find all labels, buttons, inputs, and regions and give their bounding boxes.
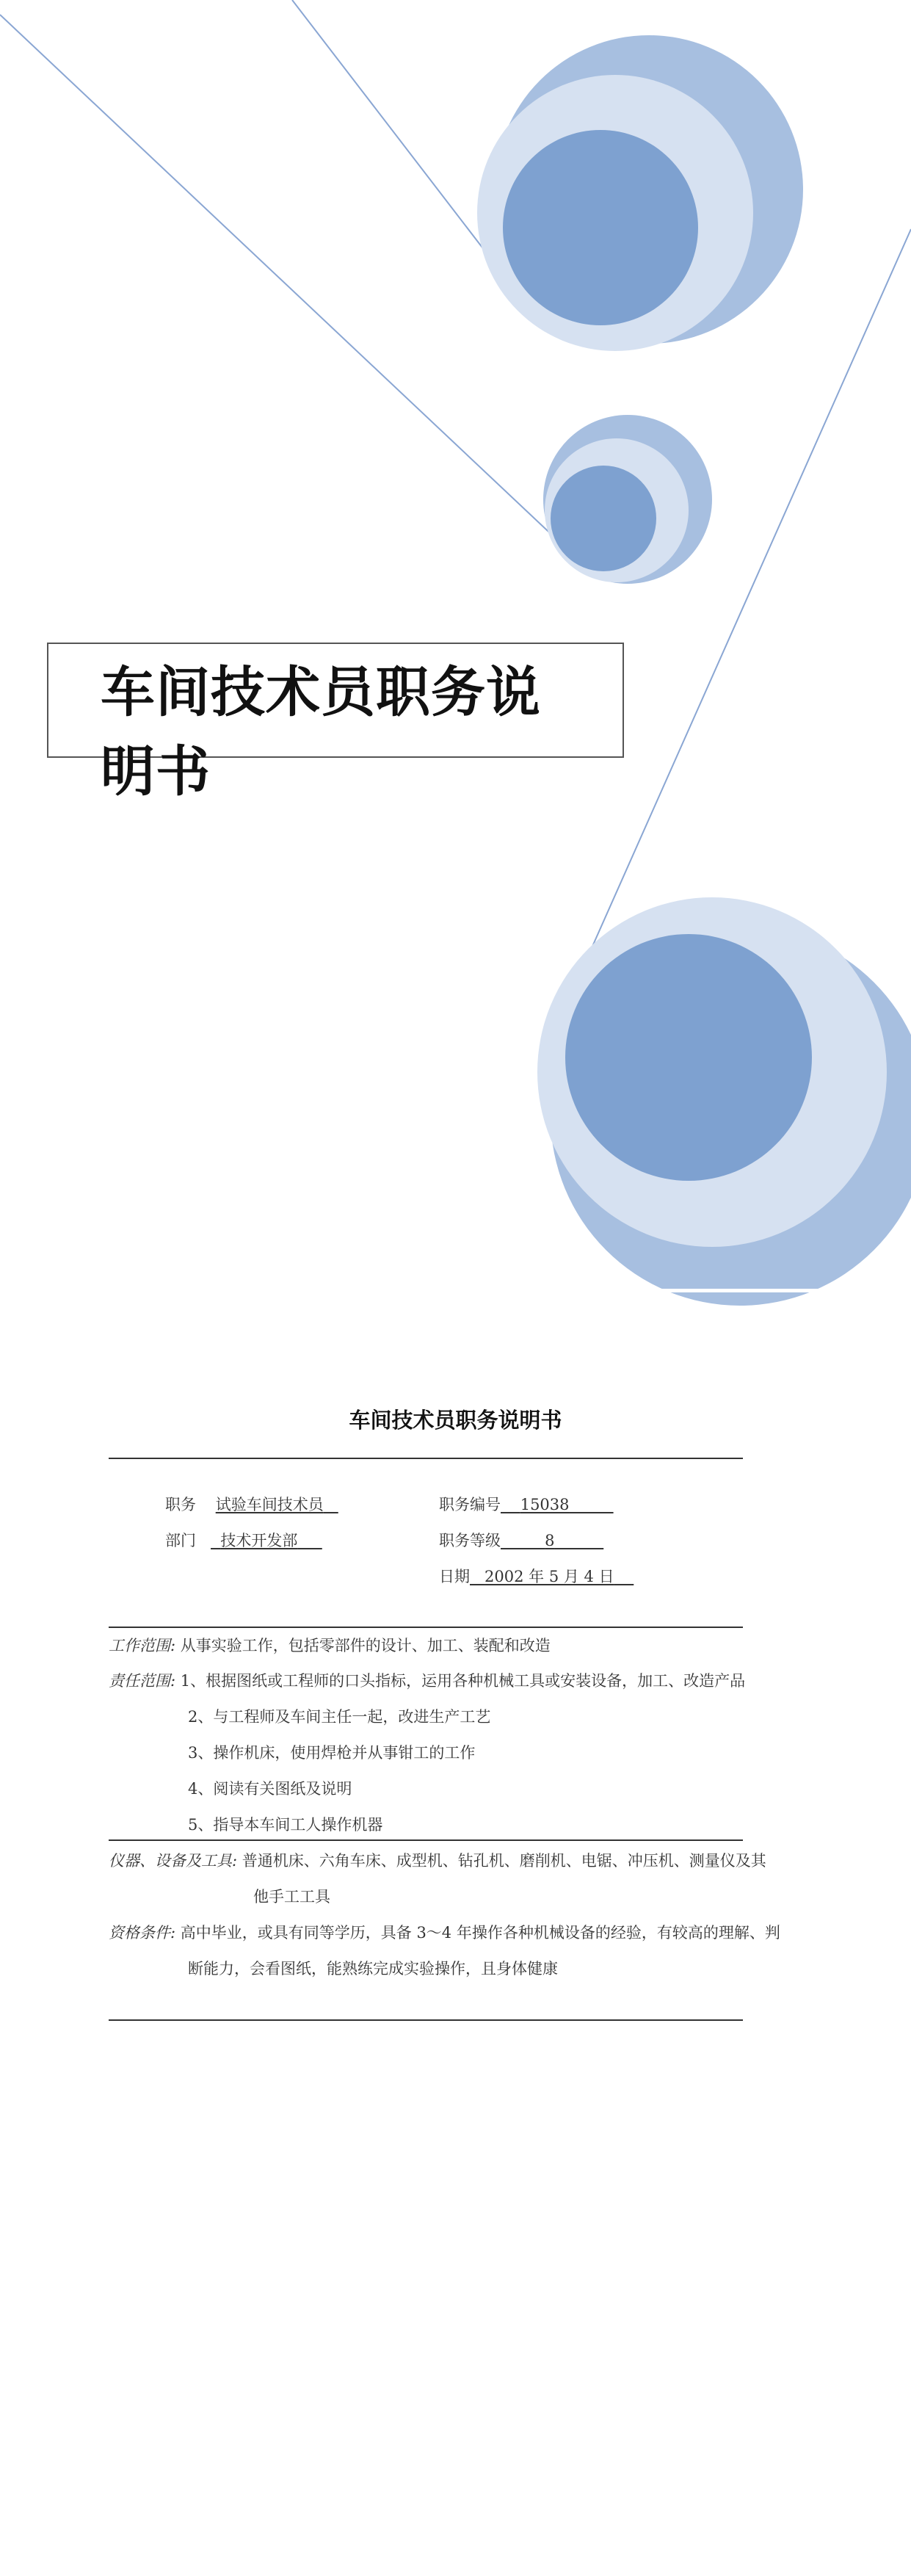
qualifications-text: 高中毕业，或具有同等学历，具备 3～4 年操作各种机械设备的经验，有较高的理解、判 xyxy=(180,1924,780,1942)
responsibility-item: 2、与工程师及车间主任一起，改进生产工艺 xyxy=(188,1708,491,1726)
divider xyxy=(109,1627,743,1628)
qualifications-text-continued: 断能力，会看图纸，能熟练完成实验操作，且身体健康 xyxy=(188,1960,558,1978)
date-field: 日期 2002 年 5 月 4 日 xyxy=(439,1568,614,1585)
work-scope xyxy=(109,1634,551,1656)
responsibility-item: 5、指导本车间工人操作机器 xyxy=(188,1816,383,1834)
position-field: 职务 试验车间技术员 xyxy=(165,1496,324,1513)
large-bottom-circle xyxy=(537,897,911,1306)
responsibility-item: 3、操作机床，使用焊枪并从事钳工的工作 xyxy=(188,1744,476,1762)
responsibility-item: 1、根据图纸或工程师的口头指标，运用各种机械工具或安装设备，加工、改造产品 xyxy=(180,1672,746,1690)
large-top-circle xyxy=(477,35,803,351)
equipment xyxy=(109,1849,766,1871)
decor-line xyxy=(0,15,559,542)
position-no-value: 15038 xyxy=(520,1496,570,1513)
decor-line xyxy=(292,0,507,279)
responsibilities-label: 责任范围: xyxy=(109,1672,176,1690)
grade-value: 8 xyxy=(545,1532,555,1549)
work-scope-text: 从事实验工作，包括零部件的设计、加工、装配和改造 xyxy=(180,1637,551,1654)
department-field: 部门 技术开发部 xyxy=(165,1532,298,1549)
date-value: 2002 年 5 月 4 日 xyxy=(484,1568,614,1585)
divider xyxy=(109,2019,743,2021)
cover-title-box xyxy=(47,643,624,803)
responsibility-item: 4、阅读有关图纸及说明 xyxy=(188,1780,352,1798)
grade-field: 职务等级 8 xyxy=(439,1532,555,1549)
department-value: 技术开发部 xyxy=(220,1532,298,1549)
qualifications-label: 资格条件: xyxy=(109,1924,176,1942)
document-title: 车间技术员职务说明书 xyxy=(349,1408,562,1433)
equipment-label: 仪器、设备及工具: xyxy=(109,1852,238,1870)
divider xyxy=(109,1458,743,1459)
divider xyxy=(109,1839,743,1841)
work-scope-label: 工作范围: xyxy=(109,1637,176,1654)
equipment-text: 普通机床、六角车床、成型机、钻孔机、磨削机、电锯、冲压机、测量仪及其 xyxy=(242,1852,766,1870)
responsibilities xyxy=(109,1669,745,1691)
position-value: 试验车间技术员 xyxy=(215,1496,324,1513)
qualifications xyxy=(109,1921,780,1943)
equipment-text-continued: 他手工工具 xyxy=(253,1888,330,1906)
position-no-field: 职务编号 15038 xyxy=(439,1496,570,1513)
cover-title: 车间技术员职务说明书 xyxy=(101,661,541,803)
small-middle-circle xyxy=(543,415,712,584)
